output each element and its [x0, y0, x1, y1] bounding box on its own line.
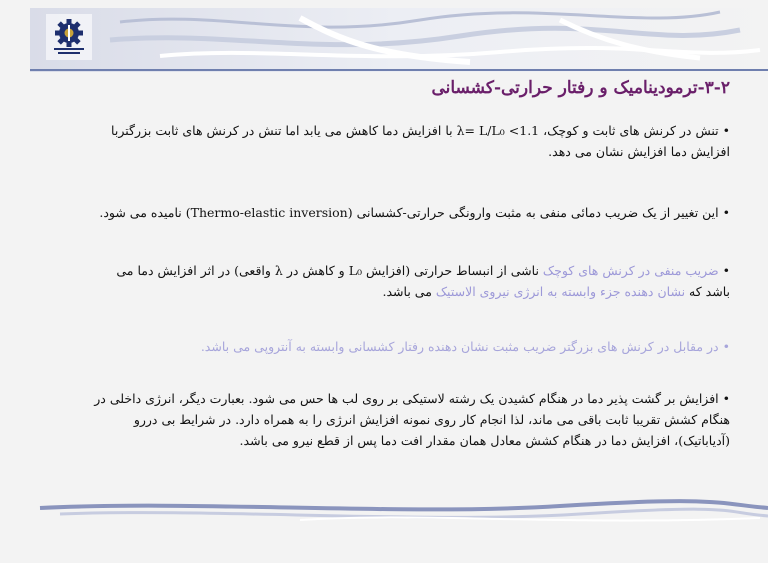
english-term: (Thermo-elastic inversion) — [185, 205, 353, 220]
highlight-text: نشان دهنده جزء وابسته به انرژی نیروی الاستیک — [435, 284, 686, 299]
paragraph-text: این تغییر از یک ضریب دمائی منفی به مثبت وارونگی حرارتی-کشسانی — [352, 205, 719, 220]
bullet: • — [722, 391, 730, 406]
bullet: • — [722, 123, 730, 138]
slide-title: ۳-۲-ترمودینامیک و رفتار حرارتی-کشسانی — [431, 78, 730, 98]
bullet-paragraph-3 — [92, 260, 730, 302]
header-decoration — [0, 0, 768, 90]
bullet-paragraph-5 — [92, 388, 730, 451]
bullet: • — [722, 263, 730, 278]
paragraph-text: در مقابل در کرنش های بزرگتر ضریب مثبت نشان دهنده رفتار کشسانی وابسته به آنتروپی می باشد. — [200, 339, 719, 354]
paragraph-text: افزایش بر گشت پذیر دما در هنگام کشیدن یک رشته لاستیکی بر روی لب ها حس می شود. بعبارت دیگر، انرژی داخلی در هنگام کشش تقریبا ثابت باقی می ماند، لذا انجام کار روی نمونه افزایش انرژی را به همراه دارد. در شرایط بی دررو (آدیاباتیک)، افزایش دما در هنگام کشش معادل همان مقدار افت دما پس از قطع نیرو می باشد. — [94, 391, 730, 448]
highlight-text: ضریب منفی در کرنش های کوچک — [542, 263, 719, 278]
formula: λ= L/L₀ <1.1 — [456, 123, 540, 138]
bullet: • — [722, 205, 730, 220]
paragraph-text: با افزایش دما کاهش می یابد اما تنش در کرنش های ثابت بزرگتربا افزایش دما افزایش نشان می دهد. — [111, 123, 730, 159]
paragraph-text: می باشد. — [382, 284, 436, 299]
bullet-paragraph-4 — [92, 336, 730, 357]
gear-emblem-icon — [46, 14, 92, 60]
footer-decoration — [0, 490, 768, 550]
symbol-l0: L₀ — [348, 263, 362, 278]
bullet: • — [722, 339, 730, 354]
bullet-paragraph-2 — [92, 202, 730, 223]
paragraph-text: ناشی از انبساط حرارتی (افزایش — [362, 263, 543, 278]
bullet-paragraph-1 — [92, 120, 730, 162]
paragraph-text: واقعی) در اثر افزایش دما می باشد که — [116, 263, 730, 299]
paragraph-text: نامیده می شود. — [99, 205, 186, 220]
paragraph-text: و کاهش در — [282, 263, 349, 278]
paragraph-text: تنش در کرنش های ثابت و کوچک، — [539, 123, 719, 138]
symbol-lambda: λ — [274, 263, 283, 278]
